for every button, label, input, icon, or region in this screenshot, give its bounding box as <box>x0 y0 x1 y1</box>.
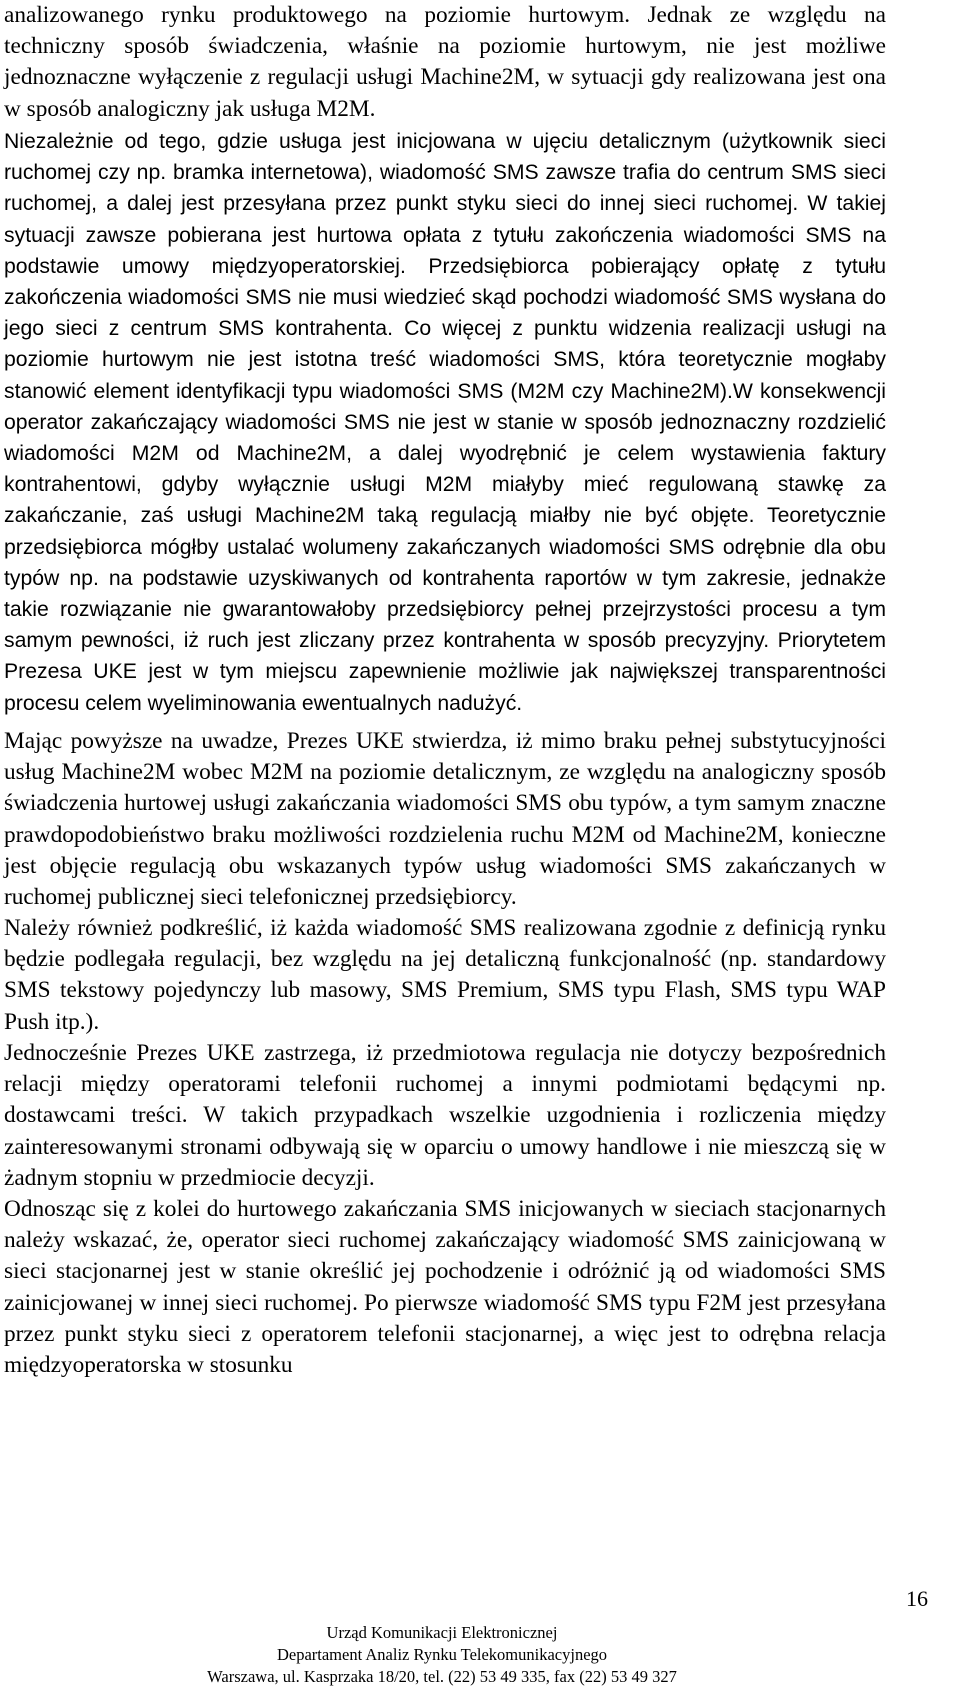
paragraph-market-analysis: analizowanego rynku produktowego na poziomie hurtowym. Jednak ze względu na techniczny sposób świadczenia, właśnie na poziomie hurtowym, nie jest możliwe jednoznaczne wyłączenie z regulacji usługi Machine2M, w sytuacji gdy realizowana jest ona w sposób analogiczny jak usługa M2M. <box>4 2 886 122</box>
footer-office-name: Urząd Komunikacji Elektronicznej <box>326 1623 558 1642</box>
paragraph-sms-regulation-scope: Należy również podkreślić, iż każda wiadomość SMS realizowana zgodnie z definicją rynku będzie podlegała regulacji, bez względu na jej detaliczną funkcjonalność (np. standardowy SMS tekstowy pojedynczy lub masowy, SMS Premium, SMS typu Flash, SMS typu WAP Push itp.). <box>4 915 886 1035</box>
paragraph-sms-termination: Niezależnie od tego, gdzie usługa jest inicjowana w ujęciu detalicznym (użytkownik sieci ruchomej czy np. bramka internetowa), wiadomość SMS zawsze trafia do centrum SMS sieci ruchomej, a dalej jest przesyłana przez punkt styku sieci do innej sieci ruchomej. W takiej sytuacji zawsze pobierana jest hurtowa opłata z tytułu zakończenia wiadomości SMS na podstawie umowy międzyoperatorskiej. Przedsiębiorca pobierający opłatę z tytułu zakończenia wiadomości SMS nie musi wiedzieć skąd pochodzi wiadomość SMS wysłana do jego sieci z centrum SMS kontrahenta. Co więcej z punktu widzenia realizacji usługi na poziomie hurtowym nie jest istotna treść wiadomości SMS, która teoretycznie mogłaby stanowić element identyfikacji typu wiadomości SMS (M2M czy Machine2M).W konsekwencji operator zakańczający wiadomości SMS nie jest w stanie w sposób jednoznaczny rozdzielić wiadomości M2M od Machine2M, a dalej wyodrębnić je celem wystawienia faktury kontrahentowi, gdyby wyłącznie usługi M2M miałyby mieć regulowaną stawkę za zakańczanie, zaś usługi Machine2M taką regulacją miałby nie być objęte. Teoretycznie przedsiębiorca mógłby ustalać wolumeny zakańczanych wiadomości SMS odrębnie dla obu typów np. na podstawie uzyskiwanych od kontrahenta raportów w tym zakresie, jednakże takie rozwiązanie nie gwarantowałoby przedsiębiorcy pełnej przejrzystości procesu a tym samym pewności, iż ruch jest zliczany przez kontrahenta w sposób precyzyjny. Priorytetem Prezesa UKE jest w tym miejscu zapewnienie możliwie jak największej transparentności procesu celem wyeliminowania ewentualnych nadużyć. <box>4 130 886 715</box>
page-number: 16 <box>906 1586 928 1611</box>
page-footer <box>0 1622 884 1688</box>
paragraph-content-providers: Jednocześnie Prezes UKE zastrzega, iż przedmiotowa regulacja nie dotyczy bezpośrednich relacji między operatorami telefonii ruchomej a innymi podmiotami będącymi np. dostawcami treści. W takich przypadkach wszelkie uzgodnienia i rozliczenia między zainteresowanymi stronami odbywają się w oparciu o umowy handlowe i nie mieszczą się w żadnym stopniu w przedmiocie decyzji. <box>4 1040 886 1191</box>
footer-department-name: Departament Analiz Rynku Telekomunikacyjnego <box>276 1645 608 1664</box>
paragraph-uke-conclusion: Mając powyższe na uwadze, Prezes UKE stwierdza, iż mimo braku pełnej substytucyjności usług Machine2M wobec M2M na poziomie detalicznym, ze względu na analogiczny sposób świadczenia hurtowej usługi zakańczania wiadomości SMS obu typów, a tym samym znaczne prawdopodobieństwo braku możliwości rozdzielenia ruchu M2M od Machine2M, konieczne jest objęcie regulacją obu wskazanych typów usług wiadomości SMS zakańczanych w ruchomej publicznej sieci telefonicznej przedsiębiorcy. <box>4 728 886 911</box>
footer-address: Warszawa, ul. Kasprzaka 18/20, tel. (22) 53 49 335, fax (22) 53 49 327 <box>207 1667 677 1686</box>
paragraph-fixed-network-sms: Odnosząc się z kolei do hurtowego zakańczania SMS inicjowanych w sieciach stacjonarnych należy wskazać, że, operator sieci ruchomej zakańczający wiadomość SMS zainicjowaną w sieci stacjonarnej jest w stanie określić jej pochodzenie i odróżnić ją od wiadomości SMS zainicjowanej w innej sieci ruchomej. Po pierwsze wiadomość SMS typu F2M jest przesyłana przez punkt styku sieci z operatorem telefonii stacjonarnej, a więc jest to odrębna relacja międzyoperatorska w stosunku <box>4 1196 886 1379</box>
